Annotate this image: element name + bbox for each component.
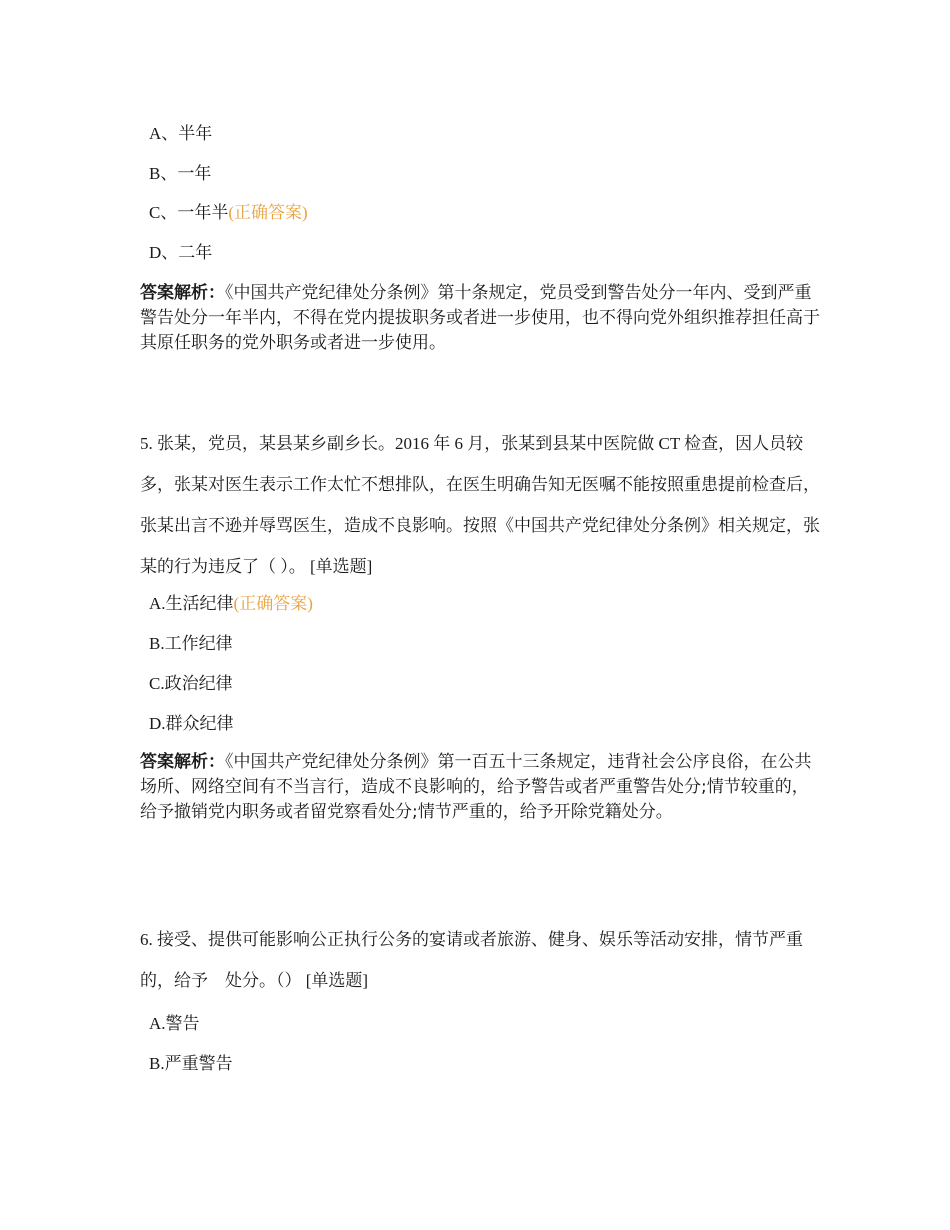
option-text: A.生活纪律	[149, 594, 234, 613]
q4-option-c[interactable]	[149, 202, 308, 224]
option-text: C.政治纪律	[149, 674, 233, 693]
q5-option-d[interactable]	[149, 713, 234, 735]
correct-answer-mark: (正确答案)	[228, 203, 308, 222]
correct-answer-mark: (正确答案)	[233, 594, 313, 613]
option-text: A、半年	[149, 124, 213, 143]
analysis-label: 答案解析：	[140, 752, 225, 772]
q5-option-b[interactable]	[149, 633, 233, 655]
q6-option-a[interactable]	[149, 1013, 200, 1035]
q5-answer-analysis	[140, 750, 820, 825]
q6-option-b[interactable]	[149, 1053, 233, 1075]
q5-option-c[interactable]	[149, 673, 233, 695]
q5-option-a[interactable]	[149, 593, 313, 615]
analysis-text: 《中国共产党纪律处分条例》第一百五十三条规定，违背社会公序良俗，在公共场所、网络空间有不当言行，造成不良影响的，给予警告或者严重警告处分;情节较重的，给予撤销党内职务或者留党察看处分;情节严重的，给予开除党籍处分。	[140, 752, 812, 822]
analysis-text: 《中国共产党纪律处分条例》第十条规定，党员受到警告处分一年内、受到严重警告处分一年半内，不得在党内提拔职务或者进一步使用，也不得向党外组织推荐担任高于其原任职务的党外职务或者进一步使用。	[140, 283, 820, 353]
q5-question-text: 5. 张某，党员，某县某乡副乡长。2016 年 6 月，张某到县某中医院做 CT 检查，因人员较多，张某对医生表示工作太忙不想排队，在医生明确告知无医嘱不能按照重患提前检查后，张某出言不逊并辱骂医生，造成不良影响。按照《中国共产党纪律处分条例》相关规定，张某的行为违反了（ ）。 [单选题]	[140, 434, 820, 576]
q6-question-text: 6. 接受、提供可能影响公正执行公务的宴请或者旅游、健身、娱乐等活动安排，情节严重的，给予 处分。（） [单选题]	[140, 930, 803, 990]
option-text: B、一年	[149, 164, 212, 183]
option-text: C、一年半	[149, 203, 229, 222]
q4-option-b[interactable]	[149, 163, 211, 185]
option-text: D.群众纪律	[149, 714, 234, 733]
option-text: A.警告	[149, 1014, 200, 1033]
option-text: D、二年	[149, 243, 213, 262]
option-text: B.严重警告	[149, 1054, 233, 1073]
analysis-label: 答案解析：	[140, 283, 225, 303]
option-text: B.工作纪律	[149, 634, 233, 653]
q4-option-a[interactable]	[149, 123, 212, 145]
q4-answer-analysis	[140, 281, 820, 356]
q4-option-d[interactable]	[149, 242, 212, 264]
